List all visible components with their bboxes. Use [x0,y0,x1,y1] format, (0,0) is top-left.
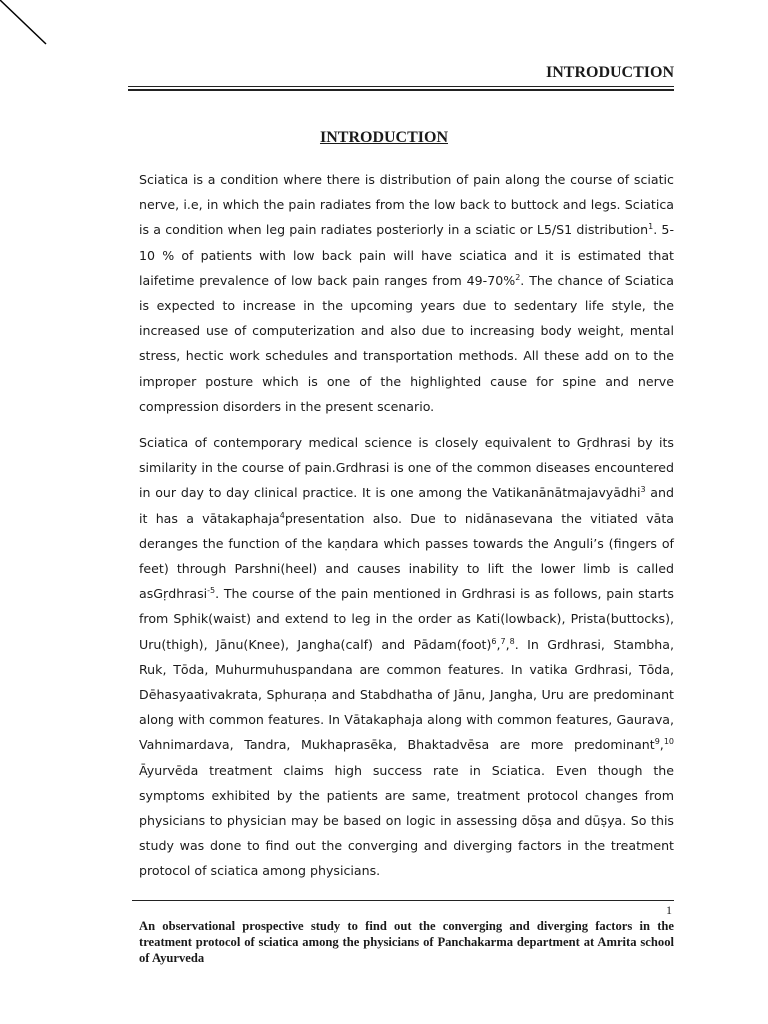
paragraph-2-text: Sciatica of contemporary medical science is closely equivalent to Gṛdhrasi by its similarity in the course of pain.Grdhrasi is one of the common diseases encountered in our day to day clinical practice. It is one among the Vatikanānātmajavyādhi [139,435,674,501]
paragraph-2 [139,430,674,884]
citation-8: 8 [509,636,515,646]
page-number: 1 [666,903,672,917]
citation-4: 4 [279,510,285,520]
citation-5: -5 [207,586,216,596]
footer-study-title: An observational prospective study to find out the converging and diverging factors in the treatment protocol of sciatica among the physicians of Panchakarma department at Amrita school of Ayurveda [139,919,674,965]
citation-separator: , [505,636,510,652]
citation-separator: , [496,636,501,652]
header-rule [128,86,674,91]
citation-6: 6 [491,636,497,646]
citation-9: 9 [654,737,660,747]
paragraph-1-text: . 5-10 % of patients with low back pain will have sciatica and it is estimated that laifetime prevalence of low back pain ranges from 49-70% [139,222,674,288]
citation-3: 3 [640,485,646,495]
paragraph-2-text: . In Grdhrasi, Stambha, Ruk, Tōda, Muhurmuhuspandana are common features. In vatika Grdhrasi, Tōda, Dēhasyaativakrata, Sphuraṇa and Stabdhatha of Jānu, Jangha, Uru are predominant along with common features. In Vātakaphaja along with common features, Gaurava, Vahnimardava, Tandra, Mukhaprasēka, Bhaktadvēsa are more predominant [139,636,674,753]
corner-fold-line [0,0,60,60]
running-header-title: INTRODUCTION [545,64,674,81]
paragraph-2-text: Āyurvēda treatment claims high success rate in Sciatica. Even though the symptoms exhibited by the patients are same, treatment protocol changes from physicians to physician may be based on logic in assessing dōṣa and dūṣya. So this study was done to find out the converging and diverging factors in the treatment protocol of sciatica among physicians. [139,762,674,879]
citation-1: 1 [648,222,654,232]
paragraph-1-text: . The chance of Sciatica is expected to increase in the upcoming years due to sedentary life style, the increased use of computerization and also due to increasing body weight, mental stress, hectic work schedules and transportation methods. All these add on to the improper posture which is one of the highlighted cause for spine and nerve compression disorders in the present scenario. [139,272,674,414]
citation-10: 10 [663,737,674,747]
paragraph-1-text: Sciatica is a condition where there is distribution of pain along the course of sciatic nerve, i.e, in which the pain radiates from the low back to buttock and legs. Sciatica is a condition when leg pain radiates posteriorly in a sciatic or L5/S1 distribution [139,172,674,238]
page-title: INTRODUCTION [319,129,448,146]
citation-separator: , [659,737,664,753]
paragraph-2-text: presentation also. Due to nidānasevana the vitiated vāta deranges the function of the kaṇdara which passes towards the Anguli’s (fingers of feet) through Parshni(heel) and causes inability to lift the lower limb is called asGṛdhrasi [139,510,675,602]
paragraph-2-text: and it has a vātakaphaja [139,485,674,526]
paragraph-1 [139,167,674,419]
citation-2: 2 [515,272,521,282]
footer-rule [132,900,674,901]
paragraph-2-text: . The course of the pain mentioned in Grdhrasi is as follows, pain starts from Sphik(waist) and extend to leg in the order as Kati(lowback), Prista(buttocks), Uru(thigh), Jānu(Knee), Jangha(calf) and Pādam(foot) [139,586,674,652]
citation-7: 7 [500,636,506,646]
